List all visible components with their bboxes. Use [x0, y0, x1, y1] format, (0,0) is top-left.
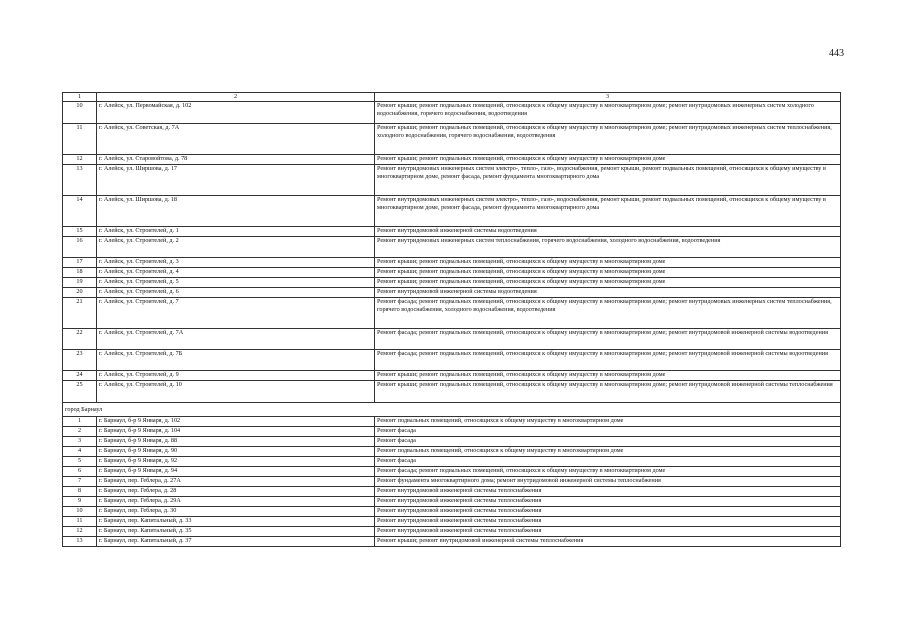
- row-works: Ремонт фасада; ремонт подвальных помещений, относящихся к общему имуществу в многоквартирном доме; ремонт внутридомовой инженерной системы водоотведения: [375, 329, 841, 350]
- table-row: [63, 288, 841, 298]
- row-number: 19: [63, 278, 97, 288]
- row-address: г. Алейск, ул. Строителей, д. 5: [97, 278, 375, 288]
- row-number: 2: [63, 427, 97, 437]
- row-works: Ремонт фасада; ремонт подвальных помещений, относящихся к общему имуществу в многоквартирном доме; ремонт внутридомовой инженерной системы водоотведения: [375, 350, 841, 371]
- row-works: Ремонт внутридомовой инженерной системы водоотведения: [375, 227, 841, 237]
- row-address: г. Барнаул, пер. Капитальный, д. 37: [97, 537, 375, 547]
- row-number: 17: [63, 258, 97, 268]
- table-row: [63, 227, 841, 237]
- row-address: г. Алейск, ул. Старовойтова, д. 78: [97, 155, 375, 165]
- table-row: [63, 517, 841, 527]
- row-address: г. Барнаул, б-р 9 Января, д. 90: [97, 447, 375, 457]
- table-row: [63, 497, 841, 507]
- row-number: 10: [63, 102, 97, 124]
- row-address: г. Барнаул, пер. Капитальный, д. 33: [97, 517, 375, 527]
- table-row: [63, 124, 841, 155]
- row-works: Ремонт подвальных помещений, относящихся к общему имуществу в многоквартирном доме: [375, 417, 841, 427]
- table-row: [63, 165, 841, 196]
- row-works: Ремонт крыши; ремонт подвальных помещений, относящихся к общему имуществу в многоквартирном доме; ремонт внутридомовых инженерных систем холодного водоснабжения, горячего водоснабжения, водоотведения: [375, 102, 841, 124]
- row-works: Ремонт внутридомовой инженерной системы теплоснабжения: [375, 527, 841, 537]
- table-row: [63, 527, 841, 537]
- row-works: Ремонт внутридомовой инженерной системы теплоснабжения: [375, 497, 841, 507]
- row-works: Ремонт внутридомовых инженерных систем электро-, тепло-, газо-, водоснабжения, ремонт крыши, ремонт подвальных помещений, относящихся к общему имуществу в многоквартирном доме, ремонт фасада, ремонт фундамента многоквартирного дома: [375, 196, 841, 227]
- row-address: г. Алейск, ул. Строителей, д. 7А: [97, 329, 375, 350]
- row-address: г. Алейск, ул. Первомайская, д. 102: [97, 102, 375, 124]
- row-number: 16: [63, 237, 97, 258]
- table-row: [63, 447, 841, 457]
- row-number: 4: [63, 447, 97, 457]
- row-number: 7: [63, 477, 97, 487]
- row-address: г. Барнаул, б-р 9 Января, д. 92: [97, 457, 375, 467]
- row-works: Ремонт крыши; ремонт подвальных помещений, относящихся к общему имуществу в многоквартирном доме; ремонт внутридомовой инженерной системы теплоснабжения: [375, 381, 841, 403]
- row-address: г. Алейск, ул. Строителей, д. 9: [97, 371, 375, 381]
- header-col-2: 2: [97, 93, 375, 102]
- table-row: [63, 507, 841, 517]
- section-title: город Барнаул: [63, 403, 841, 417]
- row-number: 22: [63, 329, 97, 350]
- row-number: 11: [63, 517, 97, 527]
- row-works: Ремонт внутридомовой инженерной системы теплоснабжения: [375, 507, 841, 517]
- row-address: г. Алейск, ул. Строителей, д. 6: [97, 288, 375, 298]
- table-row: [63, 477, 841, 487]
- table-row: [63, 155, 841, 165]
- row-number: 11: [63, 124, 97, 155]
- row-number: 12: [63, 155, 97, 165]
- header-col-1: 1: [63, 93, 97, 102]
- table-row: [63, 427, 841, 437]
- row-address: г. Алейск, ул. Строителей, д. 4: [97, 268, 375, 278]
- row-address: г. Барнаул, б-р 9 Января, д. 104: [97, 427, 375, 437]
- row-works: Ремонт фасада; ремонт подвальных помещений, относящихся к общему имуществу в многоквартирном доме; ремонт внутридомовых инженерных систем теплоснабжения, горячего водоснабжения, холодного водоснабжения, водоотведения: [375, 298, 841, 329]
- table-row: [63, 437, 841, 447]
- row-address: г. Барнаул, б-р 9 Января, д. 94: [97, 467, 375, 477]
- row-works: Ремонт подвальных помещений, относящихся к общему имуществу в многоквартирном доме: [375, 447, 841, 457]
- table-row: [63, 298, 841, 329]
- row-works: Ремонт фасада: [375, 437, 841, 447]
- table-row: [63, 350, 841, 371]
- row-address: г. Алейск, ул. Советская, д. 7А: [97, 124, 375, 155]
- row-number: 23: [63, 350, 97, 371]
- row-works: Ремонт фундамента многоквартирного дома; ремонт внутридомовой инженерной системы теплоснабжения: [375, 477, 841, 487]
- row-number: 12: [63, 527, 97, 537]
- row-works: Ремонт крыши; ремонт подвальных помещений, относящихся к общему имуществу в многоквартирном доме; ремонт внутридомовых инженерных систем теплоснабжения, холодного водоснабжения, горячего водоснабжения, водоотведения: [375, 124, 841, 155]
- row-number: 13: [63, 165, 97, 196]
- row-address: г. Алейск, ул. Строителей, д. 7Б: [97, 350, 375, 371]
- header-col-3: 3: [375, 93, 841, 102]
- table-row: [63, 258, 841, 268]
- table-row: [63, 268, 841, 278]
- row-works: Ремонт внутридомовой инженерной системы водоотведения: [375, 288, 841, 298]
- row-works: Ремонт крыши; ремонт подвальных помещений, относящихся к общему имуществу в многоквартирном доме: [375, 155, 841, 165]
- table-row: [63, 487, 841, 497]
- row-address: г. Барнаул, б-р 9 Января, д. 88: [97, 437, 375, 447]
- row-number: 21: [63, 298, 97, 329]
- row-works: Ремонт фасада: [375, 427, 841, 437]
- row-address: г. Барнаул, пер. Геблера, д. 30: [97, 507, 375, 517]
- row-works: Ремонт внутридомовых инженерных систем электро-, тепло-, газо-, водоснабжения, ремонт крыши, ремонт подвальных помещений, относящихся к общему имуществу в многоквартирном доме, ремонт фасада, ремонт фундамента многоквартирного дома: [375, 165, 841, 196]
- row-address: г. Алейск, ул. Строителей, д. 3: [97, 258, 375, 268]
- row-number: 3: [63, 437, 97, 447]
- row-number: 13: [63, 537, 97, 547]
- table-row: [63, 417, 841, 427]
- row-number: 9: [63, 497, 97, 507]
- row-address: г. Алейск, ул. Ширшова, д. 17: [97, 165, 375, 196]
- row-address: г. Барнаул, б-р 9 Января, д. 102: [97, 417, 375, 427]
- row-address: г. Барнаул, пер. Геблера, д. 29А: [97, 497, 375, 507]
- row-works: Ремонт крыши; ремонт подвальных помещений, относящихся к общему имуществу в многоквартирном доме: [375, 371, 841, 381]
- table-row: [63, 278, 841, 288]
- row-works: Ремонт крыши; ремонт подвальных помещений, относящихся к общему имуществу в многоквартирном доме: [375, 268, 841, 278]
- table-row: [63, 196, 841, 227]
- row-number: 18: [63, 268, 97, 278]
- row-works: Ремонт внутридомовой инженерной системы теплоснабжения: [375, 517, 841, 527]
- row-works: Ремонт внутридомовых инженерных систем теплоснабжения, горячего водоснабжения, холодного водоснабжения, водоотведения: [375, 237, 841, 258]
- row-number: 5: [63, 457, 97, 467]
- row-address: г. Барнаул, пер. Геблера, д. 27А: [97, 477, 375, 487]
- row-works: Ремонт крыши; ремонт подвальных помещений, относящихся к общему имуществу в многоквартирном доме: [375, 258, 841, 268]
- row-works: Ремонт фасада: [375, 457, 841, 467]
- table-row: [63, 467, 841, 477]
- table-row: [63, 457, 841, 467]
- row-number: 1: [63, 417, 97, 427]
- row-number: 20: [63, 288, 97, 298]
- row-address: г. Алейск, ул. Строителей, д. 7: [97, 298, 375, 329]
- row-works: Ремонт фасада; ремонт подвальных помещений, относящихся к общему имуществу в многоквартирном доме: [375, 467, 841, 477]
- row-number: 8: [63, 487, 97, 497]
- row-works: Ремонт крыши; ремонт внутридомовой инженерной системы теплоснабжения: [375, 537, 841, 547]
- row-number: 6: [63, 467, 97, 477]
- row-works: Ремонт крыши; ремонт подвальных помещений, относящихся к общему имуществу в многоквартирном доме: [375, 278, 841, 288]
- row-address: г. Барнаул, пер. Геблера, д. 28: [97, 487, 375, 497]
- table-row: [63, 237, 841, 258]
- row-number: 14: [63, 196, 97, 227]
- row-address: г. Барнаул, пер. Капитальный, д. 35: [97, 527, 375, 537]
- table-row: [63, 537, 841, 547]
- section-title-row: [63, 403, 841, 417]
- table-row: [63, 329, 841, 350]
- row-number: 24: [63, 371, 97, 381]
- table-row: [63, 381, 841, 403]
- table-row: [63, 371, 841, 381]
- row-works: Ремонт внутридомовой инженерной системы теплоснабжения: [375, 487, 841, 497]
- page-number: 443: [829, 48, 844, 59]
- row-address: г. Алейск, ул. Строителей, д. 1: [97, 227, 375, 237]
- table-header-row: [63, 93, 841, 102]
- repair-table: [62, 92, 841, 547]
- row-address: г. Алейск, ул. Строителей, д. 2: [97, 237, 375, 258]
- row-address: г. Алейск, ул. Строителей, д. 10: [97, 381, 375, 403]
- table-body: [63, 93, 841, 547]
- row-number: 10: [63, 507, 97, 517]
- row-number: 15: [63, 227, 97, 237]
- table-row: [63, 102, 841, 124]
- row-number: 25: [63, 381, 97, 403]
- row-address: г. Алейск, ул. Ширшова, д. 18: [97, 196, 375, 227]
